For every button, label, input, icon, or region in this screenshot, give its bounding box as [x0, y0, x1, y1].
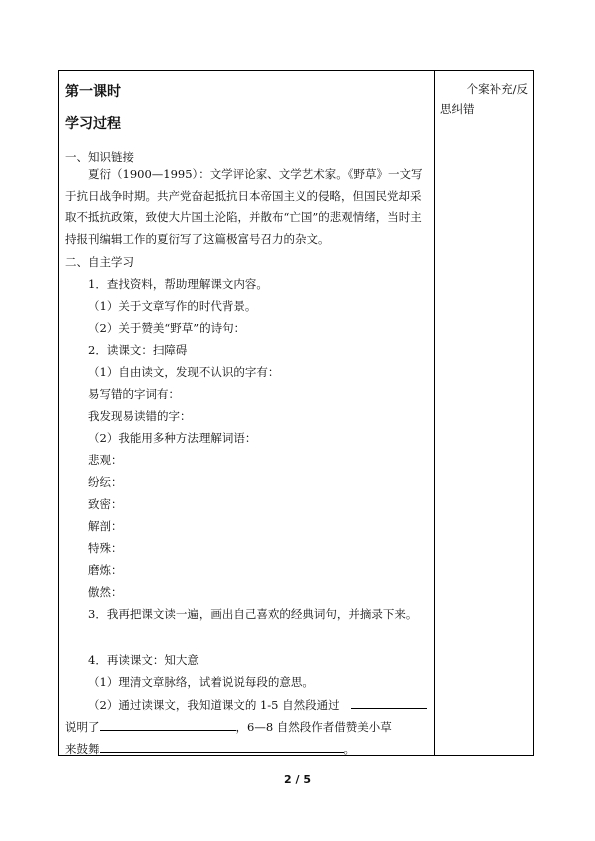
item1: 1．查找资料，帮助理解课文内容。	[88, 277, 268, 291]
item4b-text-mid2: ，6—8 自然段作者借赞美小草	[235, 720, 392, 734]
item4a: （1）理清文章脉络，试着说说每段的意思。	[88, 675, 314, 689]
section-title: 学习过程	[65, 116, 121, 132]
word-item: 特殊：	[88, 541, 123, 555]
word-item: 致密：	[88, 497, 123, 511]
worksheet	[58, 70, 534, 756]
word-item: 傲然：	[88, 585, 123, 599]
knowledge-paragraph: 夏衍（1900—1995）：文学评论家、文学艺术家。《野草》一文写于抗日战争时期。共产党奋起抵抗日本帝国主义的侵略，但国民党却采取不抵抗政策，致使大片国土沦陷，并散布“亡国”的悲观情绪，当时主持报刊编辑工作的夏衍写了这篇极富号召力的杂文。	[65, 167, 423, 246]
side-column	[440, 79, 530, 119]
item1a: （1）关于文章写作的时代背景。	[88, 299, 257, 313]
easy-wrong-words: 易写错的字词有：	[88, 387, 180, 401]
word-item: 纷纭：	[88, 475, 123, 489]
item2b: （2）我能用多种方法理解词语：	[88, 431, 257, 445]
item2a: （1）自由读文，发现不认识的字有：	[88, 365, 280, 379]
page-number: 2 / 5	[284, 773, 311, 786]
lesson-title: 第一课时	[65, 84, 121, 100]
item4b-line3	[65, 740, 355, 757]
item3: 3．我再把课文读一遍，画出自己喜欢的经典词句，并摘录下来。	[88, 607, 418, 621]
part1-heading: 一、知识链接	[65, 150, 134, 164]
item4b-text-mid3: 来鼓舞	[65, 742, 100, 756]
item1b: （2）关于赞美“野草”的诗句：	[88, 321, 246, 335]
item4: 4．再读课文：知大意	[88, 653, 199, 667]
side-label-line1: 个案补充/反	[466, 82, 528, 96]
easy-misread-words: 我发现易读错的字：	[88, 409, 192, 423]
fill-blank-3[interactable]	[100, 740, 344, 753]
item2: 2．读课文：扫障碍	[88, 343, 188, 357]
word-item: 磨炼：	[88, 563, 123, 577]
word-item: 悲观：	[88, 453, 123, 467]
column-divider	[434, 71, 435, 755]
lesson-table	[58, 70, 534, 756]
fill-blank-2[interactable]	[100, 718, 236, 731]
fill-blank-1[interactable]	[351, 696, 427, 709]
item4b-text-mid1: 说明了	[65, 720, 100, 734]
item4b-text-start: （2）通过读课文，我知道课文的 1-5 自然段通过	[88, 698, 340, 712]
word-item: 解剖：	[88, 519, 123, 533]
item4b-line1	[88, 696, 427, 713]
part2-heading: 二、自主学习	[65, 255, 134, 269]
item4b-line2	[65, 718, 392, 735]
side-label-line2: 思纠错	[440, 102, 475, 116]
item4b-text-end: 。	[343, 742, 355, 756]
